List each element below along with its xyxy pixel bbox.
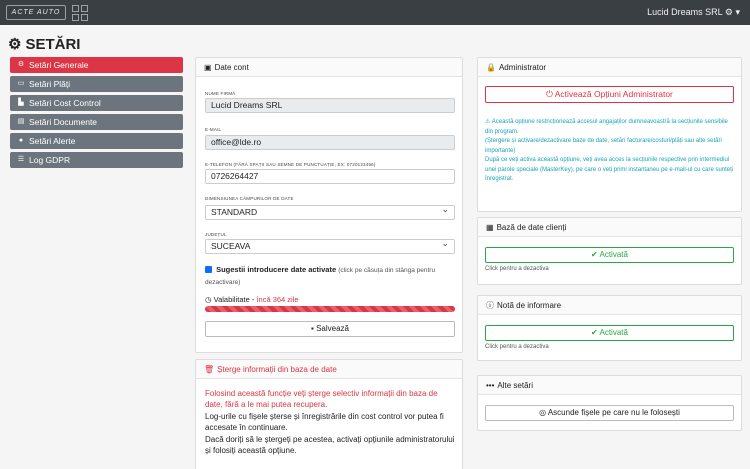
sidebar-item-label: Setări Cost Control — [29, 98, 101, 108]
delete-info-title: Șterge informații din baza de date — [217, 365, 337, 374]
stamp-icon: ▙ — [18, 99, 24, 106]
sidebar-item-documents[interactable] — [10, 114, 183, 130]
admin-info-line-2: (Ștergere și activare/dezactivare baze de date, setări facturare/costuri/plăți sau alte setări importante) — [485, 138, 722, 154]
info-note-title: Notă de informare — [497, 301, 562, 310]
page-title — [8, 35, 80, 53]
caret-down-icon: ▾ — [735, 7, 740, 17]
dimension-label: DIMENSIUNEA CÂMPURILOR DE DATE — [205, 196, 294, 201]
activate-admin-label: Activează Opțiuni Administrator — [554, 89, 673, 99]
account-card-title: Date cont — [214, 63, 249, 72]
suggestions-toggle — [205, 264, 455, 288]
hide-unused-forms-button[interactable] — [485, 405, 734, 421]
delete-warning-text: Folosind această funcție veți șterge selectiv informații din baza de date, fără a le mai putea recupera. — [205, 389, 438, 409]
administrator-title: Administrator — [498, 63, 547, 72]
app-logo[interactable]: ACTE AUTO — [6, 5, 66, 20]
database-icon: ▦ — [486, 223, 494, 232]
delete-info-card — [195, 359, 463, 469]
warning-icon: ⚠ — [485, 119, 491, 125]
power-icon: ⏻ — [546, 89, 553, 99]
admin-info-line-1 — [485, 118, 734, 137]
delete-admin-text: Dacă doriți să le ștergeți pe acestea, activați opțiunile administratorului și folosiți această opțiune. — [205, 435, 455, 455]
admin-info-text — [485, 118, 734, 185]
sidebar-item-general[interactable] — [10, 57, 183, 73]
trash-icon: 🗑 — [204, 365, 215, 374]
list-icon: ☰ — [17, 156, 25, 163]
suggestions-note: (click pe căsuța din stânga pentru dezactivare) — [205, 267, 436, 286]
validity-text — [205, 295, 299, 304]
clock-icon: ◷ — [205, 295, 212, 304]
alert-icon: ● — [18, 137, 24, 144]
sidebar-item-label: Log GDPR — [29, 155, 71, 165]
admin-info-1: Această opțiune restricționează accesul angajaților dumneavoastră la secțiunile sensibile din program. — [485, 119, 728, 135]
floppy-disk-icon: ▪ — [311, 324, 314, 333]
activate-admin-button[interactable] — [485, 86, 734, 103]
validity-progress-bar — [205, 306, 455, 312]
sidebar-item-label: Setări Alerte — [29, 136, 76, 146]
account-card — [195, 57, 463, 353]
validity-progress-fill — [205, 306, 455, 312]
check-circle-icon: ✔ — [591, 328, 598, 337]
validity-remaining: încă 364 zile — [256, 295, 299, 304]
email-label: E-MAIL — [205, 127, 222, 132]
clients-db-button-label: Activată — [599, 250, 628, 259]
gears-icon: ⚙ — [17, 61, 25, 68]
clients-db-header — [478, 218, 741, 237]
info-note-card — [477, 295, 742, 361]
check-circle-icon: ✔ — [591, 250, 598, 259]
info-note-header — [478, 296, 741, 315]
info-note-hint: Click pentru a dezactiva — [485, 344, 549, 350]
info-note-toggle-button[interactable] — [485, 325, 734, 341]
user-icon: ▣ — [204, 63, 212, 72]
eye-slash-icon: ◎ — [539, 408, 547, 417]
info-note-button-label: Activată — [599, 328, 628, 337]
ellipsis-icon: ••• — [486, 381, 495, 390]
sidebar-item-label: Setări Generale — [29, 60, 89, 70]
sidebar-item-label: Setări Plăți — [29, 79, 71, 89]
administrator-header — [478, 58, 741, 77]
hide-unused-forms-label: Ascunde fișele pe care nu le folosești — [547, 408, 680, 417]
sidebar-item-cost-control[interactable] — [10, 95, 183, 111]
top-navbar — [0, 0, 750, 25]
sidebar-item-alerts[interactable] — [10, 133, 183, 149]
phone-field[interactable]: 0726264427 — [205, 169, 455, 184]
delete-logs-text: Log-urile cu fișele șterse și înregistrările din cost control vor putea fi accesate în continuare. — [205, 412, 444, 432]
phone-label: E-TELEFON (FĂRĂ SPAȚII SAU SEMNE DE PUNCTUAȚIE, EX: 0720123456) — [205, 162, 376, 167]
sidebar-item-label: Setări Documente — [29, 117, 98, 127]
save-button-label: Salvează — [316, 324, 349, 333]
suggestions-checkbox[interactable] — [205, 266, 212, 273]
sidebar-item-gdpr-log[interactable] — [10, 152, 183, 168]
save-button[interactable] — [205, 321, 455, 337]
county-label: JUDEȚUL — [205, 232, 227, 237]
lock-icon: 🔒 — [486, 63, 496, 72]
admin-info-line-3: După ce veți activa această opțiune, veți avea acces la secțiunile respective prin intermediul unei parole speciale (MasterKey), pe care o veți primi instantaneu pe e-mail-ul cu care sunteți înregistrat. — [485, 157, 734, 182]
other-settings-title: Alte setări — [497, 381, 533, 390]
clients-db-hint: Click pentru a dezactiva — [485, 266, 549, 272]
delete-info-header — [196, 360, 462, 379]
clients-db-title: Bază de date clienți — [496, 223, 567, 232]
clients-db-card — [477, 217, 742, 285]
account-card-header — [196, 58, 462, 77]
other-settings-header — [478, 376, 741, 395]
page-title-text: SETĂRI — [25, 35, 81, 53]
dimension-select[interactable]: STANDARD ⌄ — [205, 205, 455, 220]
apps-grid-icon[interactable] — [72, 5, 88, 21]
administrator-card — [477, 57, 742, 212]
firm-name-field[interactable]: Lucid Dreams SRL — [205, 98, 455, 113]
other-settings-card — [477, 375, 742, 431]
company-name: Lucid Dreams SRL — [647, 7, 723, 17]
gear-icon: ⚙ — [724, 7, 733, 17]
validity-label: Valabilitate - — [213, 295, 255, 304]
company-menu[interactable] — [647, 0, 740, 25]
clients-db-toggle-button[interactable] — [485, 247, 734, 263]
settings-sidebar — [10, 57, 183, 171]
credit-card-icon: ▭ — [17, 80, 25, 87]
info-circle-icon: ⓘ — [486, 301, 494, 310]
gear-icon: ⚙ — [8, 36, 22, 53]
firm-label: NUME FIRMĂ — [205, 91, 236, 96]
sidebar-item-payments[interactable] — [10, 76, 183, 92]
email-field[interactable]: office@lde.ro — [205, 135, 455, 150]
suggestions-label: Sugestii introducere date activate — [216, 265, 337, 274]
document-icon: ▤ — [17, 118, 25, 125]
county-select[interactable]: SUCEAVA ⌄ — [205, 239, 455, 254]
